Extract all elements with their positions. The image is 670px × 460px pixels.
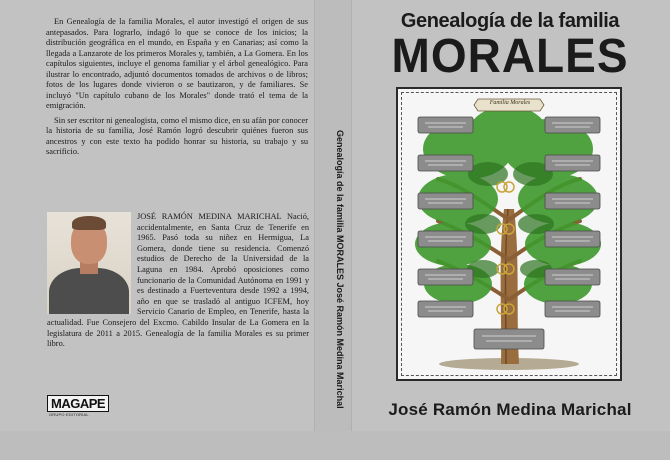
synopsis-paragraph-2: Sin ser escritor ni genealogista, como el mismo dice, en su afán por conocer la historia de su familia, José Ramón logró descubrir quiénes fueron sus ancestros y con este texto ha podido honrar su historia, su trabajo y su sacrificio. [46,115,308,156]
author-bio-text: JOSÉ RAMÓN MEDINA MARICHAL Nació, accidentalmente, en Santa Cruz de Tenerife en 1965. Pasó toda su niñez en Hermigua, La Gomera, donde tiene su residencia. Comenzó estudios de Derecho de la Universidad de la Laguna en 1984. Aprobó oposiciones como funcionario de la Comunidad Autónoma en 1991 y es destinado a Fuerteventura desde 1992 a 1994, año en que se trasladó al antiguo ICFEM, hoy Servicio Canario de Empleo, en Tenerife, hasta la actualidad. Fue Consejero del Excmo. Cabildo Insular de La Gomera en la legislatura de 2011 a 2015. Genealogía de la familia Morales es su primer libro. [47,212,309,349]
publisher-logo-text: MAGAPE [47,395,109,412]
back-cover [0,0,314,431]
author-name: José Ramón Medina Marichal [388,400,632,419]
synopsis-paragraph-1: En Genealogía de la familia Morales, el autor investigó el origen de sus antepasados. Para lograrlo, indagó lo que se conoce de los inicios; la distribución geográfica en el mundo, en España y en Canarias; así como la llegada a Lanzarote de los primeros Morales y, también, a La Gomera. En los capítulos siguientes, incluye el genoma familiar y el árbol genealógico. Para ilustrar lo encontrado, adjuntó documentos tomados de archivos o de libros; fotos de los lugares donde vivieron o se bautizaron, y de familiares. Se incluyó "Un capítulo cubano de los Morales" donde trató el tema de la emigración. [46,17,308,110]
synopsis [46,17,308,158]
family-tree-illustration [396,87,622,381]
title-line-1: Genealogía de la familia [400,10,620,32]
front-cover [350,0,670,431]
spine-text: Genealogía de la familia MORALES José Ramón Medina Marichal [335,130,345,409]
spine [314,0,352,431]
tree-banner-text: Familia Morales [489,100,531,106]
publisher-logo [47,395,113,417]
publisher-logo-sub: GRUPO EDITORIAL [49,412,89,417]
author-bio [47,212,309,350]
family-tree-svg [398,89,620,379]
title-line-2: MORALES [391,27,629,83]
